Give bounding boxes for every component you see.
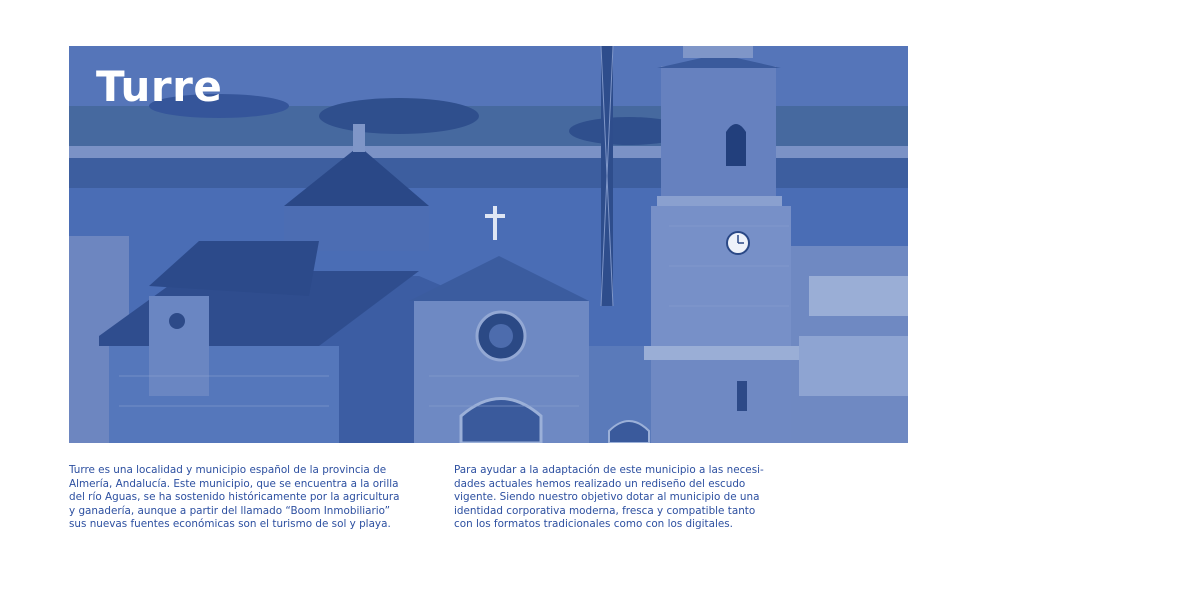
description-right-column — [454, 464, 764, 532]
description-left-column — [69, 464, 400, 532]
paragraph-line: vigente. Siendo nuestro objetivo dotar al municipio de una — [454, 491, 760, 504]
paragraph-line: dades actuales hemos realizado un rediseño del escudo — [454, 477, 746, 490]
paragraph-line: y ganadería, aunque a partir del llamado “Boom Inmobiliario” — [69, 504, 391, 517]
paragraph-line: Almería, Andalucía. Este municipio, que se encuentra a la orilla — [69, 477, 399, 490]
paragraph-line: del río Aguas, se ha sostenido históricamente por la agricultura — [69, 491, 400, 504]
hero-photo — [69, 46, 908, 443]
paragraph-line: con los formatos tradicionales como con los digitales. — [454, 518, 733, 531]
paragraph-line: Turre es una localidad y municipio español de la provincia de — [69, 464, 387, 476]
page-title: Turre — [96, 62, 223, 111]
paragraph-line: sus nuevas fuentes económicas son el turismo de sol y playa. — [69, 518, 391, 531]
paragraph-line: identidad corporativa moderna, fresca y compatible tanto — [454, 504, 756, 517]
paragraph-line: Para ayudar a la adaptación de este municipio a las necesi- — [454, 464, 764, 476]
